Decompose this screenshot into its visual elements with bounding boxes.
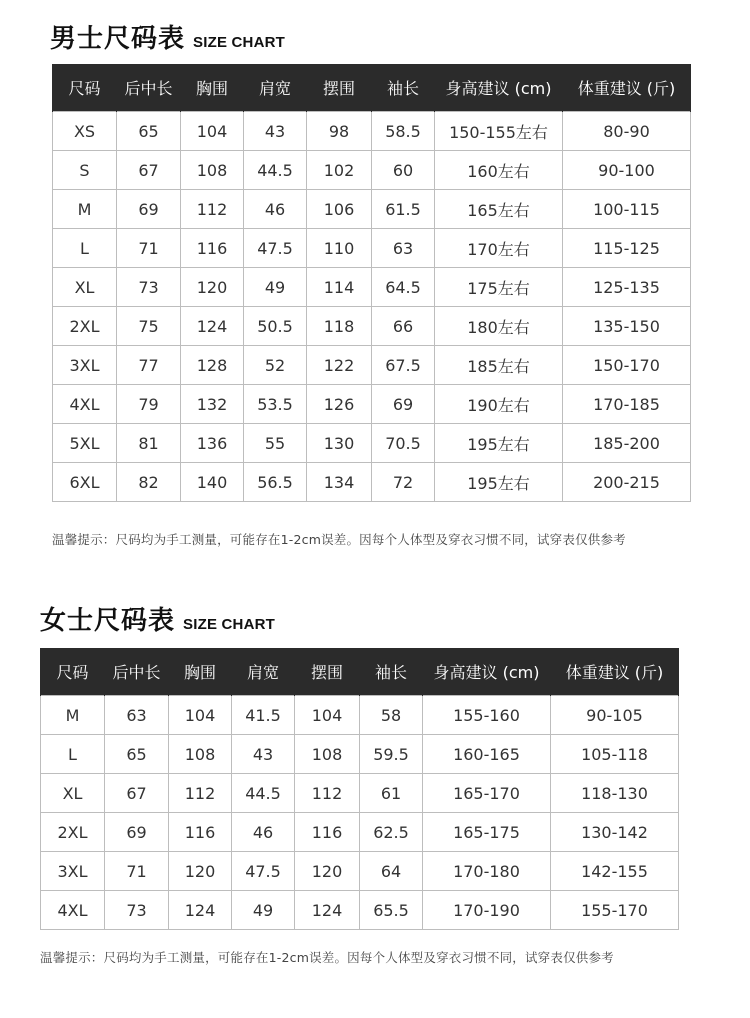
size-cell: L bbox=[53, 229, 117, 268]
table-cell: 200-215 bbox=[563, 463, 691, 502]
table-cell: 50.5 bbox=[244, 307, 307, 346]
table-cell: 104 bbox=[295, 696, 360, 735]
table-cell: 195左右 bbox=[435, 463, 563, 502]
table-cell: 63 bbox=[105, 696, 169, 735]
table-cell: 185-200 bbox=[563, 424, 691, 463]
table-cell: 66 bbox=[372, 307, 435, 346]
table-cell: 160左右 bbox=[435, 151, 563, 190]
table-cell: 52 bbox=[244, 346, 307, 385]
table-cell: 125-135 bbox=[563, 268, 691, 307]
table-cell: 61.5 bbox=[372, 190, 435, 229]
table-cell: 150-170 bbox=[563, 346, 691, 385]
table-cell: 64.5 bbox=[372, 268, 435, 307]
size-cell: XL bbox=[41, 774, 105, 813]
table-row bbox=[53, 463, 691, 502]
table-cell: 63 bbox=[372, 229, 435, 268]
men-size-table bbox=[52, 64, 691, 502]
table-cell: 47.5 bbox=[232, 852, 295, 891]
table-cell: 112 bbox=[181, 190, 244, 229]
table-header-row bbox=[41, 648, 679, 696]
table-cell: 170-180 bbox=[423, 852, 551, 891]
men-title-en: SIZE CHART bbox=[193, 34, 286, 51]
table-row bbox=[53, 385, 691, 424]
table-cell: 150-155左右 bbox=[435, 112, 563, 151]
women-size-table bbox=[40, 648, 679, 930]
table-cell: 72 bbox=[372, 463, 435, 502]
column-header: 摆围 bbox=[295, 648, 360, 696]
column-header: 摆围 bbox=[307, 64, 372, 112]
column-header: 体重建议 (斤) bbox=[551, 648, 679, 696]
table-cell: 142-155 bbox=[551, 852, 679, 891]
size-cell: S bbox=[53, 151, 117, 190]
size-cell: 2XL bbox=[41, 813, 105, 852]
table-cell: 53.5 bbox=[244, 385, 307, 424]
column-header: 后中长 bbox=[105, 648, 169, 696]
table-cell: 71 bbox=[117, 229, 181, 268]
column-header: 肩宽 bbox=[244, 64, 307, 112]
men-size-chart-title bbox=[50, 18, 285, 55]
table-row bbox=[53, 112, 691, 151]
table-cell: 120 bbox=[169, 852, 232, 891]
table-cell: 170左右 bbox=[435, 229, 563, 268]
column-header: 胸围 bbox=[181, 64, 244, 112]
table-cell: 110 bbox=[307, 229, 372, 268]
table-cell: 60 bbox=[372, 151, 435, 190]
column-header: 体重建议 (斤) bbox=[563, 64, 691, 112]
table-row bbox=[41, 696, 679, 735]
column-header: 身高建议 (cm) bbox=[435, 64, 563, 112]
size-cell: 3XL bbox=[41, 852, 105, 891]
table-cell: 115-125 bbox=[563, 229, 691, 268]
table-row bbox=[53, 190, 691, 229]
table-cell: 102 bbox=[307, 151, 372, 190]
table-cell: 67 bbox=[117, 151, 181, 190]
table-cell: 104 bbox=[181, 112, 244, 151]
table-cell: 134 bbox=[307, 463, 372, 502]
size-cell: 5XL bbox=[53, 424, 117, 463]
table-row bbox=[53, 229, 691, 268]
table-cell: 65 bbox=[117, 112, 181, 151]
table-cell: 118-130 bbox=[551, 774, 679, 813]
table-cell: 79 bbox=[117, 385, 181, 424]
table-cell: 120 bbox=[295, 852, 360, 891]
column-header: 肩宽 bbox=[232, 648, 295, 696]
table-cell: 75 bbox=[117, 307, 181, 346]
women-title-en: SIZE CHART bbox=[183, 616, 276, 633]
table-row bbox=[53, 307, 691, 346]
table-cell: 185左右 bbox=[435, 346, 563, 385]
women-title-cn: 女士尺码表 bbox=[40, 606, 176, 636]
table-cell: 124 bbox=[295, 891, 360, 930]
table-cell: 118 bbox=[307, 307, 372, 346]
table-cell: 126 bbox=[307, 385, 372, 424]
column-header: 袖长 bbox=[372, 64, 435, 112]
table-cell: 90-100 bbox=[563, 151, 691, 190]
table-cell: 44.5 bbox=[244, 151, 307, 190]
table-cell: 58.5 bbox=[372, 112, 435, 151]
table-row bbox=[41, 735, 679, 774]
table-cell: 56.5 bbox=[244, 463, 307, 502]
table-cell: 90-105 bbox=[551, 696, 679, 735]
table-cell: 43 bbox=[232, 735, 295, 774]
table-cell: 155-160 bbox=[423, 696, 551, 735]
table-cell: 65.5 bbox=[360, 891, 423, 930]
table-cell: 49 bbox=[232, 891, 295, 930]
table-cell: 69 bbox=[372, 385, 435, 424]
table-cell: 190左右 bbox=[435, 385, 563, 424]
table-cell: 116 bbox=[295, 813, 360, 852]
table-cell: 69 bbox=[105, 813, 169, 852]
table-row bbox=[41, 813, 679, 852]
size-cell: 6XL bbox=[53, 463, 117, 502]
table-cell: 61 bbox=[360, 774, 423, 813]
table-cell: 135-150 bbox=[563, 307, 691, 346]
table-cell: 120 bbox=[181, 268, 244, 307]
table-cell: 140 bbox=[181, 463, 244, 502]
table-cell: 170-185 bbox=[563, 385, 691, 424]
men-title-cn: 男士尺码表 bbox=[50, 24, 186, 54]
table-row bbox=[53, 268, 691, 307]
table-row bbox=[41, 891, 679, 930]
table-cell: 122 bbox=[307, 346, 372, 385]
table-cell: 108 bbox=[295, 735, 360, 774]
table-cell: 104 bbox=[169, 696, 232, 735]
table-cell: 46 bbox=[244, 190, 307, 229]
table-header-row bbox=[53, 64, 691, 112]
size-cell: M bbox=[53, 190, 117, 229]
table-cell: 67 bbox=[105, 774, 169, 813]
table-cell: 136 bbox=[181, 424, 244, 463]
table-cell: 100-115 bbox=[563, 190, 691, 229]
size-cell: L bbox=[41, 735, 105, 774]
column-header: 尺码 bbox=[41, 648, 105, 696]
table-cell: 44.5 bbox=[232, 774, 295, 813]
table-cell: 62.5 bbox=[360, 813, 423, 852]
table-cell: 124 bbox=[181, 307, 244, 346]
size-cell: XL bbox=[53, 268, 117, 307]
table-cell: 105-118 bbox=[551, 735, 679, 774]
table-cell: 116 bbox=[181, 229, 244, 268]
table-cell: 175左右 bbox=[435, 268, 563, 307]
table-row bbox=[53, 151, 691, 190]
table-cell: 98 bbox=[307, 112, 372, 151]
table-cell: 58 bbox=[360, 696, 423, 735]
size-cell: 4XL bbox=[41, 891, 105, 930]
table-cell: 165-175 bbox=[423, 813, 551, 852]
table-cell: 49 bbox=[244, 268, 307, 307]
table-cell: 170-190 bbox=[423, 891, 551, 930]
table-body bbox=[41, 696, 679, 930]
table-cell: 80-90 bbox=[563, 112, 691, 151]
table-cell: 77 bbox=[117, 346, 181, 385]
column-header: 后中长 bbox=[117, 64, 181, 112]
size-cell: M bbox=[41, 696, 105, 735]
table-row bbox=[53, 424, 691, 463]
table-cell: 108 bbox=[181, 151, 244, 190]
table-cell: 116 bbox=[169, 813, 232, 852]
table-cell: 160-165 bbox=[423, 735, 551, 774]
table-cell: 67.5 bbox=[372, 346, 435, 385]
table-cell: 41.5 bbox=[232, 696, 295, 735]
size-cell: 2XL bbox=[53, 307, 117, 346]
table-cell: 71 bbox=[105, 852, 169, 891]
column-header: 尺码 bbox=[53, 64, 117, 112]
table-cell: 70.5 bbox=[372, 424, 435, 463]
table-cell: 112 bbox=[295, 774, 360, 813]
table-row bbox=[41, 852, 679, 891]
table-cell: 112 bbox=[169, 774, 232, 813]
table-row bbox=[41, 774, 679, 813]
table-cell: 43 bbox=[244, 112, 307, 151]
table-cell: 46 bbox=[232, 813, 295, 852]
table-cell: 55 bbox=[244, 424, 307, 463]
table-cell: 59.5 bbox=[360, 735, 423, 774]
table-cell: 65 bbox=[105, 735, 169, 774]
table-body bbox=[53, 112, 691, 502]
column-header: 身高建议 (cm) bbox=[423, 648, 551, 696]
size-cell: XS bbox=[53, 112, 117, 151]
table-cell: 108 bbox=[169, 735, 232, 774]
table-cell: 47.5 bbox=[244, 229, 307, 268]
table-cell: 81 bbox=[117, 424, 181, 463]
table-cell: 82 bbox=[117, 463, 181, 502]
table-cell: 165左右 bbox=[435, 190, 563, 229]
table-cell: 128 bbox=[181, 346, 244, 385]
size-cell: 4XL bbox=[53, 385, 117, 424]
table-cell: 73 bbox=[105, 891, 169, 930]
table-cell: 130-142 bbox=[551, 813, 679, 852]
table-cell: 195左右 bbox=[435, 424, 563, 463]
table-cell: 180左右 bbox=[435, 307, 563, 346]
table-cell: 73 bbox=[117, 268, 181, 307]
table-cell: 64 bbox=[360, 852, 423, 891]
column-header: 胸围 bbox=[169, 648, 232, 696]
table-cell: 130 bbox=[307, 424, 372, 463]
table-cell: 165-170 bbox=[423, 774, 551, 813]
column-header: 袖长 bbox=[360, 648, 423, 696]
women-size-chart-title bbox=[40, 600, 275, 637]
men-size-note: 温馨提示：尺码均为手工测量，可能存在1-2cm误差。因每个人体型及穿衣习惯不同，试穿表仅供参考 bbox=[52, 532, 626, 547]
table-cell: 132 bbox=[181, 385, 244, 424]
size-cell: 3XL bbox=[53, 346, 117, 385]
table-row bbox=[53, 346, 691, 385]
table-cell: 124 bbox=[169, 891, 232, 930]
table-cell: 106 bbox=[307, 190, 372, 229]
table-cell: 69 bbox=[117, 190, 181, 229]
table-cell: 155-170 bbox=[551, 891, 679, 930]
table-cell: 114 bbox=[307, 268, 372, 307]
women-size-note: 温馨提示：尺码均为手工测量，可能存在1-2cm误差。因每个人体型及穿衣习惯不同，试穿表仅供参考 bbox=[40, 950, 614, 965]
